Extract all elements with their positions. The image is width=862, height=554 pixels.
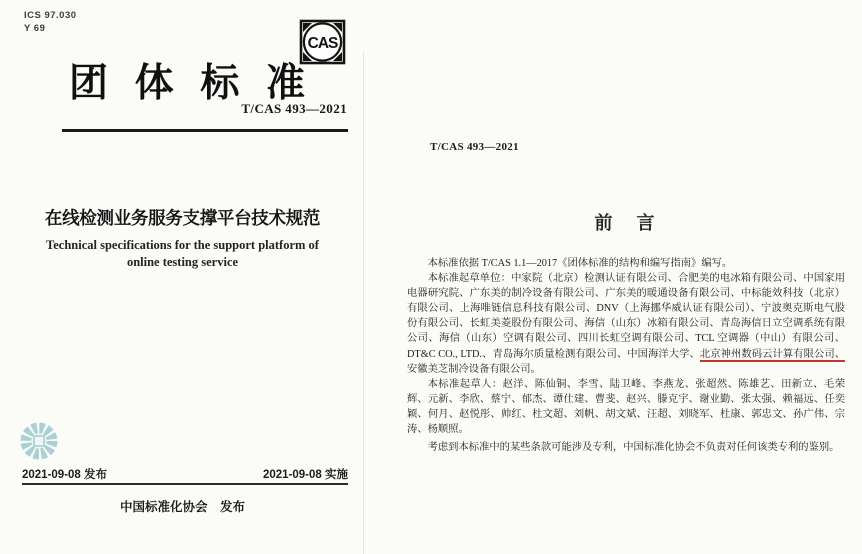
paragraph-drafting-units bbox=[407, 271, 845, 377]
cas-logo-icon bbox=[299, 19, 346, 65]
ics-code: ICS 97.030 bbox=[24, 10, 77, 21]
dates-row bbox=[22, 466, 348, 482]
cas-logo-text: CAS bbox=[307, 35, 338, 52]
paragraph-basis: 本标准依据 T/CAS 1.1—2017《团体标准的结构和编写指南》编写。 bbox=[427, 258, 733, 269]
foreword-body bbox=[407, 256, 845, 455]
paragraph-patent-note: 考虑到本标准中的某些条款可能涉及专利，中国标准化协会不负责对任何该类专利的鉴别。 bbox=[427, 442, 840, 454]
standard-category-title: 团 体 标 准 bbox=[69, 62, 305, 105]
standard-number: T/CAS 493—2021 bbox=[241, 101, 347, 116]
cover-divider-line bbox=[62, 129, 348, 132]
publisher-line: 中国标准化协会 发布 bbox=[119, 500, 245, 514]
issue-date: 2021-09-08 发布 bbox=[22, 469, 108, 481]
drafting-units-text: 本标准起草单位：中家院（北京）检测认证有限公司、合肥美的电冰箱有限公司、中国家用电器研究院、广东美的制冷设备有限公司、广东美的暖通设备有限公司、中标能效科技（北京）有限公司、上海唯链信息科技有限公司、DNV（上海挪华威认证有限公司）、宁波奥克斯电气股份有限公司、长虹美菱股份有限公司、海信（山东）冰箱有限公司、青岛海信日立空调系统有限公司、海信（山东）空调有限公司、四川长虹空调有限公司、TCL 空调器（中山）有限公司、DT&C CO., LTD.、青岛海尔质量检测有限公司、中国海洋大学、 bbox=[407, 273, 845, 360]
paragraph-drafters: 本标准起草人：赵洋、陈仙铜、李雪、陆卫峰、李燕龙、张超然、陈雄艺、田新立、毛荣辉、元新、李欣、蔡宁、郁杰、谭仕建、曹斐、赵兴、滕克宇、谢业勤、张太强、赖福远、任奕颖、何月、赵悦彤、帅红、杜文超、刘帆、胡文斌、汪超、刘晓军、杜康、郭忠文、孙广伟、宗涛、杨顺照。 bbox=[407, 378, 845, 436]
page-header-standard-number: T/CAS 493—2021 bbox=[430, 141, 519, 153]
document-title-english bbox=[10, 237, 355, 270]
implement-date: 2021-09-08 实施 bbox=[262, 469, 348, 481]
highlighted-company: 北京神州数码云计算有限公司、 bbox=[700, 349, 845, 363]
footer-divider-line bbox=[22, 483, 348, 485]
drafting-units-tail: 安徽美芝制冷设备有限公司。 bbox=[407, 363, 541, 375]
ics-classification-block bbox=[24, 9, 77, 35]
certification-stamp-icon bbox=[19, 421, 59, 461]
foreword-title: 前 言 bbox=[594, 213, 658, 233]
title-english-line1: Technical specifications for the support platform of bbox=[46, 238, 319, 252]
classification-code: Y 69 bbox=[24, 23, 46, 34]
title-english-line2: online testing service bbox=[126, 254, 239, 269]
page-edge-line bbox=[363, 52, 364, 554]
document-title-chinese: 在线检测业务服务支撑平台技术规范 bbox=[44, 208, 321, 228]
